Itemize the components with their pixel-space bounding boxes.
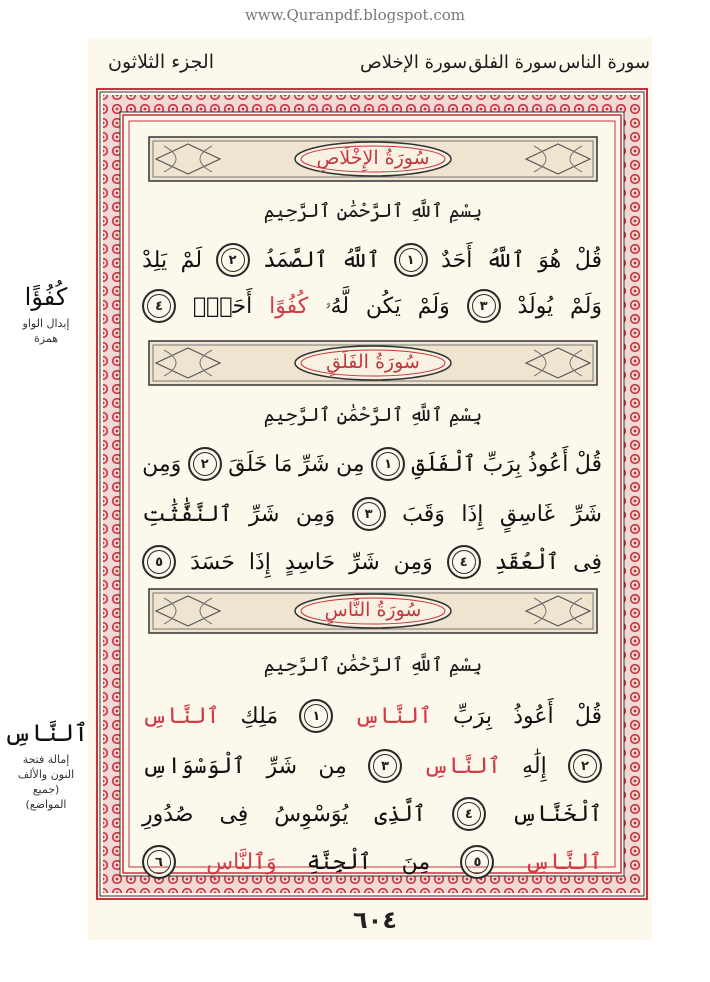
margin-note-desc: إبدال الواو همزة: [22, 317, 70, 345]
margin-note-word: كُفُؤًا: [24, 283, 68, 311]
ayah-marker: ٢: [568, 749, 602, 783]
surah-header-3: سورة الإخلاص: [360, 51, 468, 73]
quran-word: إِذَا: [461, 501, 484, 527]
quran-word: مَلِكِ: [240, 703, 279, 729]
quran-word: لَّهُۥ: [325, 293, 350, 319]
quran-word-highlighted: وَٱلنَّاسِ: [206, 849, 277, 875]
quran-word: ٱلْوَسْوَاسِ: [142, 753, 246, 779]
quran-word-highlighted: ٱلنَّاسِ: [423, 753, 501, 779]
juz-header: الجزء الثلاثون: [108, 51, 214, 73]
ayah-marker: ١: [394, 243, 428, 277]
basmala-nas: بِسْمِ ٱللَّهِ ٱلرَّحْمَٰنِ ٱلرَّحِيمِ: [263, 654, 483, 676]
quran-word: بِرَبِّ: [453, 703, 493, 729]
margin-note-kufuwan: [0, 282, 92, 346]
quran-word: شَرِّ: [571, 501, 602, 527]
ikhlas-line-2: [142, 284, 602, 328]
quran-word: ٱلصَّمَدُ: [263, 247, 328, 273]
falaq-line-3: [142, 540, 602, 584]
quran-word: هُوَ: [538, 247, 562, 273]
quran-word: ٱلْعُقَدِ: [494, 549, 560, 575]
falaq-line-1: [142, 442, 602, 486]
quran-word: غَاسِقٍ: [499, 501, 555, 527]
quran-word: أَحَدٌۢ: [192, 293, 253, 319]
margin-note-desc: إمالة فتحة النون والألف (جميع المواضع): [17, 753, 75, 811]
nas-line-1: [142, 694, 602, 738]
quran-word: مَا: [273, 451, 293, 477]
basmala-ikhlas: بِسْمِ ٱللَّهِ ٱلرَّحْمَٰنِ ٱلرَّحِيمِ: [263, 200, 483, 222]
ayah-marker: ٣: [352, 497, 386, 531]
ikhlas-line-1: [142, 238, 602, 282]
ayah-marker: ١: [371, 447, 405, 481]
quran-word-highlighted: ٱلنَّاسِ: [524, 849, 602, 875]
quran-word: وَمِن: [295, 501, 336, 527]
surah-header-2: سورة الفلق: [468, 51, 558, 73]
surah-title-ikhlas: سُورَةُ الإِخْلَاصِ: [316, 147, 430, 169]
quran-word: مِن: [336, 451, 365, 477]
quran-word: ٱللَّهُ: [485, 247, 525, 273]
quran-word: وَمِن: [142, 451, 182, 477]
surah-header: [360, 42, 650, 82]
quran-word: قُلْ: [574, 451, 602, 477]
quran-word: قُلْ: [574, 247, 602, 273]
ayah-marker: ٤: [447, 545, 481, 579]
ayah-marker: ٦: [142, 845, 176, 879]
quran-word: ٱلْفَلَقِ: [411, 451, 476, 477]
ayah-marker: ٢: [216, 243, 250, 277]
quran-word: فِى: [573, 549, 602, 575]
quran-word: مِن: [318, 753, 347, 779]
ayah-marker: ١: [299, 699, 333, 733]
margin-note-word: ٱلنَّاسِ: [3, 719, 89, 747]
quran-word-highlighted: ٱلنَّاسِ: [354, 703, 432, 729]
quran-word: ٱلَّذِى: [374, 801, 426, 827]
quran-word: يَكُن: [365, 293, 401, 319]
quran-word-highlighted: ٱلنَّاسِ: [142, 703, 220, 729]
page-number: ٦٠٤: [353, 906, 397, 934]
quran-word: أَعُوذُ: [527, 451, 569, 477]
quran-word: أَحَدٌ: [441, 247, 473, 273]
quran-word: وَقَبَ: [402, 501, 445, 527]
surah-banner-ikhlas: [148, 136, 598, 182]
quran-word: شَرِّ: [266, 753, 298, 779]
quran-word: ٱلنَّفَّٰثَٰتِ: [142, 501, 233, 527]
quran-word: بِرَبِّ: [482, 451, 522, 477]
quran-word: شَرِّ: [248, 501, 280, 527]
quran-word: يُولَدْ: [517, 293, 554, 319]
ayah-marker: ٢: [188, 447, 222, 481]
surah-title-nas: سُورَةُ النَّاسِ: [324, 599, 422, 621]
surah-header-1: سورة الناس: [558, 51, 650, 73]
quran-word: إِذَا: [248, 549, 271, 575]
quran-word: مِنَ: [401, 849, 431, 875]
quran-word: شَرِّ: [349, 549, 380, 575]
quran-word: ٱلْجِنَّةِ: [306, 849, 372, 875]
quran-word: حَسَدَ: [190, 549, 235, 575]
quran-word: صُدُورِ: [142, 801, 194, 827]
quran-word: لَمْ: [180, 247, 203, 273]
surah-banner-nas: [148, 588, 598, 634]
quran-word: وَمِن: [393, 549, 433, 575]
nas-line-2: [142, 744, 602, 788]
ayah-marker: ٣: [467, 289, 501, 323]
basmala-falaq: بِسْمِ ٱللَّهِ ٱلرَّحْمَٰنِ ٱلرَّحِيمِ: [263, 404, 483, 426]
quran-word: وَلَمْ: [570, 293, 602, 319]
ayah-marker: ٣: [368, 749, 402, 783]
falaq-line-2: [142, 492, 602, 536]
quran-word: خَلَقَ: [228, 451, 268, 477]
surah-title-falaq: سُورَةُ الفَلَقِ: [326, 351, 420, 373]
quran-word: ٱلْخَنَّاسِ: [511, 801, 602, 827]
ayah-marker: ٥: [460, 845, 494, 879]
ayah-marker: ٤: [452, 797, 486, 831]
ayah-marker: ٥: [142, 545, 176, 579]
quran-word: حَاسِدٍ: [284, 549, 336, 575]
quran-word: إِلَٰهِ: [522, 753, 547, 779]
nas-line-4: [142, 840, 602, 884]
quran-word: وَلَمْ: [417, 293, 450, 319]
quran-word: ٱللَّهُ: [341, 247, 380, 273]
surah-banner-falaq: [148, 340, 598, 386]
quran-word: قُلْ: [574, 703, 602, 729]
quran-word-highlighted: كُفُوًا: [269, 293, 309, 319]
quran-word: شَرِّ: [298, 451, 330, 477]
quran-word: يُوَسْوِسُ: [274, 801, 349, 827]
margin-note-nas: [0, 718, 92, 812]
quran-word: يَلِدْ: [142, 247, 168, 273]
quran-word: أَعُوذُ: [513, 703, 554, 729]
nas-line-3: [142, 792, 602, 836]
watermark: www.Quranpdf.blogspot.com: [244, 6, 466, 24]
ayah-marker: ٤: [142, 289, 176, 323]
quran-word: فِى: [219, 801, 249, 827]
